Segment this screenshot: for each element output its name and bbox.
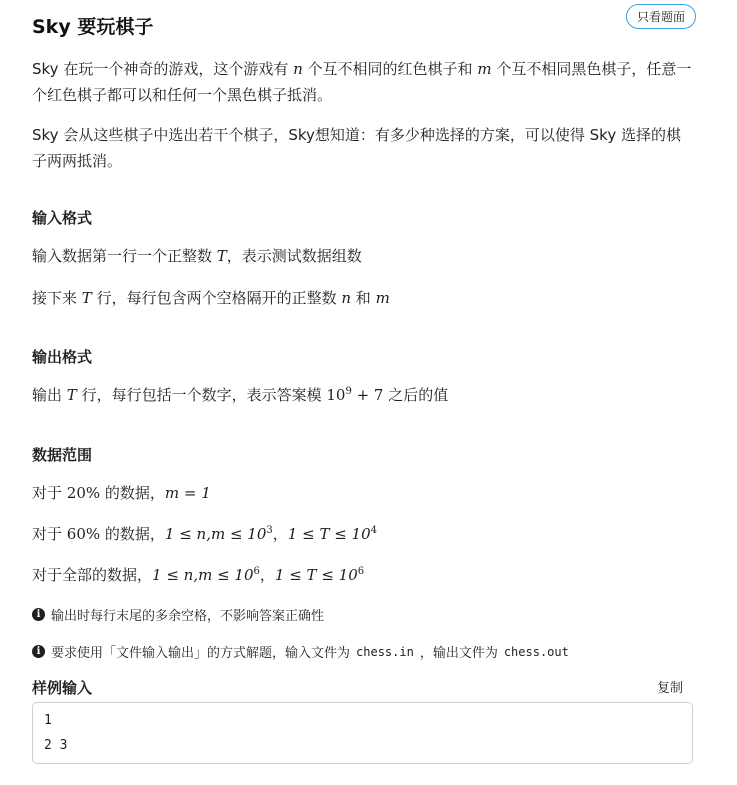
description-paragraph-1: Sky 在玩一个神奇的游戏，这个游戏有 n 个互不相同的红色棋子和 m 个互不相同黑色棋子，任意一个红色棋子都可以和任何一个黑色棋子抵消。 (32, 60, 692, 104)
sample-input-heading: 样例输入 (32, 679, 93, 697)
input-format-heading: 输入格式 (32, 209, 93, 227)
sample-line-2: 2 3 (44, 738, 68, 753)
copy-button[interactable]: 复制 (657, 681, 684, 696)
var-n: n (293, 60, 303, 78)
note-file-io: i 要求使用「文件输入输出」的方式解题，输入文件为 chess.in ，输出文件为 chess.out (32, 642, 575, 661)
only-statement-button[interactable]: 只看题面 (626, 4, 696, 29)
sample-input-box[interactable] (32, 702, 693, 764)
output-format-line: 输出 T 行，每行包括一个数字，表示答案模 $10^9 + 7$ 之后的值 (32, 386, 449, 404)
var-m: m (477, 60, 492, 78)
description-paragraph-2: Sky 会从这些棋子中选出若干个棋子，Sky想知道：有多少种选择的方案，可以使得 Sky 选择的棋子两两抵消。 (32, 126, 681, 170)
output-format-heading: 输出格式 (32, 348, 93, 366)
info-icon: i (32, 645, 45, 658)
output-filename: chess.out (503, 644, 569, 659)
problem-statement (32, 0, 694, 753)
note-trailing-spaces: i 输出时每行末尾的多余空格，不影响答案正确性 (32, 605, 324, 624)
sample-line-1: 1 (44, 713, 52, 728)
data-range-line-2: 对于 60% 的数据，$1 \le n,m \le 10^3$，$1 \le T \le 10^4$ (32, 525, 378, 543)
input-filename: chess.in (356, 644, 414, 659)
data-range-line-1: 对于 20% 的数据，m = 1 (32, 484, 211, 502)
input-format-line-1: 输入数据第一行一个正整数 T，表示测试数据组数 (32, 247, 362, 265)
info-icon: i (32, 608, 45, 621)
title-row (32, 0, 694, 50)
data-range-heading: 数据范围 (32, 446, 93, 464)
data-range-line-3: 对于全部的数据，$1 \le n,m \le 10^6$，$1 \le T \le 10^6$ (32, 566, 365, 584)
input-format-line-2: 接下来 T 行，每行包含两个空格隔开的正整数 n 和 m (32, 289, 390, 307)
page-title: Sky 要玩棋子 (32, 16, 154, 38)
